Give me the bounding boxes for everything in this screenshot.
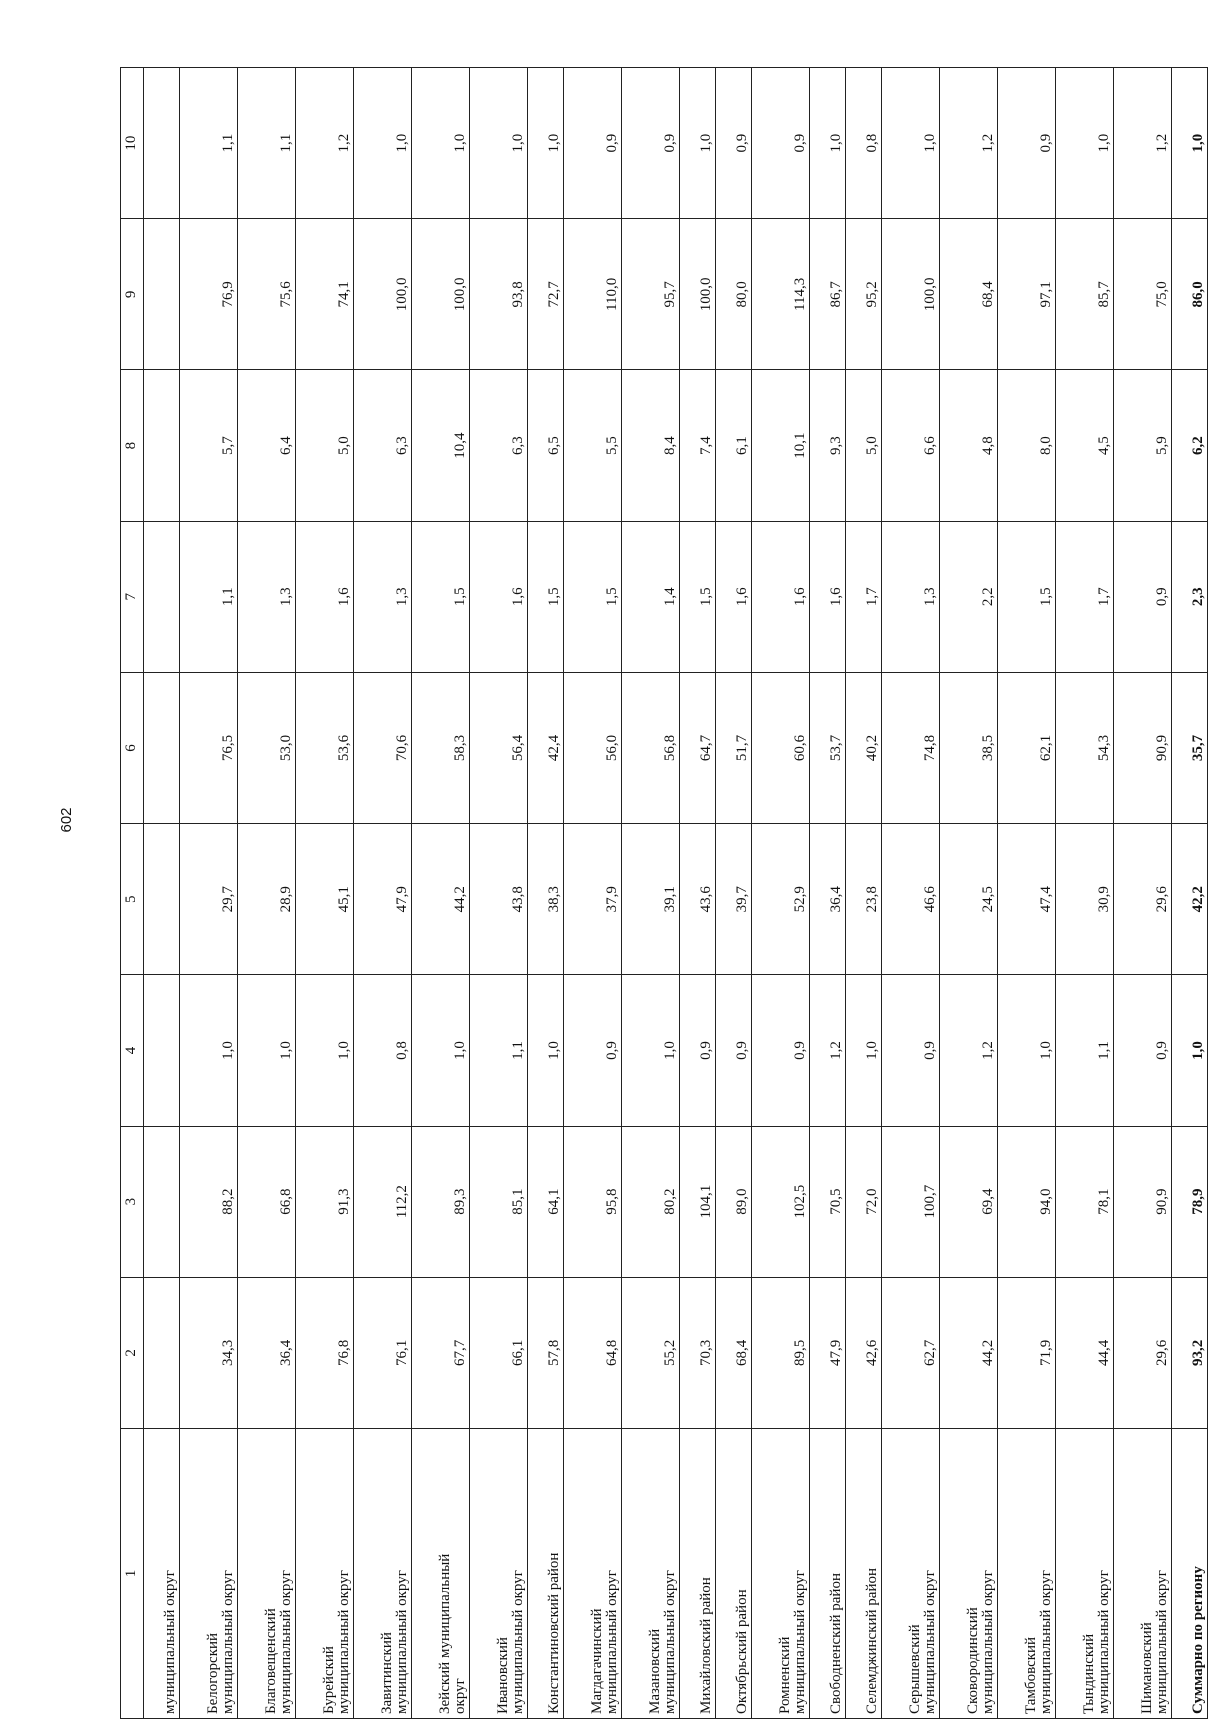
row-name-line: муниципальный округ <box>336 1570 353 1714</box>
row-name-line: муниципальный округ <box>1154 1570 1171 1714</box>
value-cell-col-3: 66,8 <box>238 1126 296 1277</box>
value-cell-col-5: 44,2 <box>412 824 470 975</box>
row-name-cell <box>528 1429 564 1719</box>
table-row <box>998 68 1056 1719</box>
value-cell-col-6: 53,6 <box>296 672 354 823</box>
value-cell-col-2: 70,3 <box>680 1277 716 1428</box>
value-cell-col-9: 75,0 <box>1114 219 1172 370</box>
value-cell-col-9: 95,2 <box>846 219 882 370</box>
row-name-cell <box>354 1429 412 1719</box>
row-name-line: муниципальный округ <box>922 1570 939 1714</box>
value-cell-col-4: 1,0 <box>998 975 1056 1126</box>
value-cell-col-2: 64,8 <box>564 1277 622 1428</box>
value-cell-col-3: 69,4 <box>940 1126 998 1277</box>
value-cell-col-10: 1,0 <box>1172 68 1208 219</box>
row-name-cell <box>470 1429 528 1719</box>
value-cell-col-7: 0,9 <box>1114 521 1172 672</box>
value-cell-col-3: 100,7 <box>882 1126 940 1277</box>
row-name-line: Бурейский <box>320 1646 337 1714</box>
column-header-4: 4 <box>121 975 144 1126</box>
value-cell-col-2: 68,4 <box>716 1277 752 1428</box>
value-cell-col-8: 8,0 <box>998 370 1056 521</box>
row-name-line: округ <box>452 1678 469 1714</box>
value-cell-col-2: 76,1 <box>354 1277 412 1428</box>
row-name-line: муниципальный округ <box>278 1570 295 1714</box>
value-cell-col-3: 78,1 <box>1056 1126 1114 1277</box>
value-cell-col-4: 1,0 <box>528 975 564 1126</box>
table-body <box>144 68 1208 1719</box>
row-name-line: Селемджинский район <box>864 1568 881 1714</box>
value-cell-col-6: 40,2 <box>846 672 882 823</box>
value-cell-col-6: 64,7 <box>680 672 716 823</box>
value-cell-col-8: 4,5 <box>1056 370 1114 521</box>
value-cell-col-5: 47,4 <box>998 824 1056 975</box>
value-cell-col-4: 1,1 <box>1056 975 1114 1126</box>
value-cell-col-7: 1,6 <box>296 521 354 672</box>
value-cell-col-2: 93,2 <box>1172 1277 1208 1428</box>
value-cell-col-10: 1,2 <box>1114 68 1172 219</box>
row-name-line: муниципальный округ <box>604 1570 621 1714</box>
table-row <box>716 68 752 1719</box>
row-name-line: Ромненский <box>776 1636 793 1714</box>
value-cell-col-3: 112,2 <box>354 1126 412 1277</box>
value-cell-col-2: 44,2 <box>940 1277 998 1428</box>
value-cell-col-7: 1,6 <box>810 521 846 672</box>
value-cell-col-2: 29,6 <box>1114 1277 1172 1428</box>
value-cell-col-7: 1,7 <box>846 521 882 672</box>
value-cell-col-4: 1,2 <box>940 975 998 1126</box>
value-cell-col-10 <box>144 68 180 219</box>
value-cell-col-3: 72,0 <box>846 1126 882 1277</box>
value-cell-col-9: 75,6 <box>238 219 296 370</box>
value-cell-col-6: 70,6 <box>354 672 412 823</box>
header-row <box>121 68 144 1719</box>
value-cell-col-7: 1,5 <box>564 521 622 672</box>
row-name-line: Октябрьский район <box>734 1589 751 1714</box>
value-cell-col-2: 66,1 <box>470 1277 528 1428</box>
value-cell-col-9: 93,8 <box>470 219 528 370</box>
row-name-line: муниципальный округ <box>792 1570 809 1714</box>
value-cell-col-5: 24,5 <box>940 824 998 975</box>
value-cell-col-7: 1,5 <box>528 521 564 672</box>
value-cell-col-10: 0,9 <box>716 68 752 219</box>
value-cell-col-8: 6,3 <box>470 370 528 521</box>
value-cell-col-6: 54,3 <box>1056 672 1114 823</box>
value-cell-col-4 <box>144 975 180 1126</box>
value-cell-col-2: 57,8 <box>528 1277 564 1428</box>
value-cell-col-9: 68,4 <box>940 219 998 370</box>
row-name-line: Ивановский <box>494 1637 511 1714</box>
row-name-cell <box>296 1429 354 1719</box>
value-cell-col-3: 80,2 <box>622 1126 680 1277</box>
value-cell-col-10: 1,1 <box>238 68 296 219</box>
value-cell-col-5: 38,3 <box>528 824 564 975</box>
value-cell-col-2: 36,4 <box>238 1277 296 1428</box>
value-cell-col-9: 114,3 <box>752 219 810 370</box>
value-cell-col-3: 78,9 <box>1172 1126 1208 1277</box>
column-header-2: 2 <box>121 1277 144 1428</box>
value-cell-col-9: 100,0 <box>882 219 940 370</box>
value-cell-col-6: 90,9 <box>1114 672 1172 823</box>
value-cell-col-3: 104,1 <box>680 1126 716 1277</box>
value-cell-col-3: 70,5 <box>810 1126 846 1277</box>
value-cell-col-9 <box>144 219 180 370</box>
value-cell-col-5: 39,1 <box>622 824 680 975</box>
value-cell-col-8: 7,4 <box>680 370 716 521</box>
value-cell-col-5: 52,9 <box>752 824 810 975</box>
value-cell-col-2: 55,2 <box>622 1277 680 1428</box>
value-cell-col-3: 89,3 <box>412 1126 470 1277</box>
value-cell-col-8: 6,2 <box>1172 370 1208 521</box>
value-cell-col-8: 6,5 <box>528 370 564 521</box>
value-cell-col-9: 100,0 <box>354 219 412 370</box>
table-row <box>144 68 180 1719</box>
value-cell-col-9: 76,9 <box>180 219 238 370</box>
row-name-cell <box>940 1429 998 1719</box>
row-name-line: муниципальный округ <box>662 1570 679 1714</box>
rotated-table-container <box>120 67 1207 1719</box>
value-cell-col-6: 51,7 <box>716 672 752 823</box>
value-cell-col-10: 0,9 <box>998 68 1056 219</box>
value-cell-col-8: 6,6 <box>882 370 940 521</box>
value-cell-col-6: 62,1 <box>998 672 1056 823</box>
value-cell-col-10: 1,0 <box>810 68 846 219</box>
value-cell-col-4: 1,0 <box>238 975 296 1126</box>
table-row <box>296 68 354 1719</box>
row-name-line: Тындинский <box>1080 1633 1097 1714</box>
row-name-line: Белогорский <box>204 1632 221 1714</box>
value-cell-col-5: 23,8 <box>846 824 882 975</box>
value-cell-col-8: 9,3 <box>810 370 846 521</box>
value-cell-col-5: 46,6 <box>882 824 940 975</box>
table-row <box>940 68 998 1719</box>
value-cell-col-7: 1,6 <box>470 521 528 672</box>
value-cell-col-9: 80,0 <box>716 219 752 370</box>
row-name-cell <box>1172 1429 1208 1719</box>
row-name-line: Тамбовский <box>1022 1636 1039 1714</box>
value-cell-col-2: 42,6 <box>846 1277 882 1428</box>
table-row <box>1056 68 1114 1719</box>
value-cell-col-6: 53,0 <box>238 672 296 823</box>
value-cell-col-5: 43,6 <box>680 824 716 975</box>
value-cell-col-4: 0,9 <box>882 975 940 1126</box>
value-cell-col-9: 85,7 <box>1056 219 1114 370</box>
value-cell-col-7: 1,1 <box>180 521 238 672</box>
value-cell-col-4: 1,0 <box>846 975 882 1126</box>
table-row <box>622 68 680 1719</box>
value-cell-col-5: 39,7 <box>716 824 752 975</box>
value-cell-col-10: 1,0 <box>1056 68 1114 219</box>
table-row <box>846 68 882 1719</box>
data-table <box>120 67 1208 1719</box>
row-name-cell <box>998 1429 1056 1719</box>
value-cell-col-10: 1,0 <box>882 68 940 219</box>
value-cell-col-9: 95,7 <box>622 219 680 370</box>
value-cell-col-4: 1,0 <box>296 975 354 1126</box>
value-cell-col-7: 1,6 <box>716 521 752 672</box>
value-cell-col-8: 5,5 <box>564 370 622 521</box>
value-cell-col-4: 1,0 <box>1172 975 1208 1126</box>
value-cell-col-3: 91,3 <box>296 1126 354 1277</box>
value-cell-col-5: 42,2 <box>1172 824 1208 975</box>
value-cell-col-9: 72,7 <box>528 219 564 370</box>
row-name-line: Завитинский <box>378 1632 395 1714</box>
value-cell-col-4: 1,0 <box>412 975 470 1126</box>
value-cell-col-6: 35,7 <box>1172 672 1208 823</box>
value-cell-col-7: 1,5 <box>412 521 470 672</box>
value-cell-col-9: 97,1 <box>998 219 1056 370</box>
value-cell-col-5: 37,9 <box>564 824 622 975</box>
value-cell-col-10: 0,9 <box>564 68 622 219</box>
value-cell-col-6: 60,6 <box>752 672 810 823</box>
value-cell-col-6: 74,8 <box>882 672 940 823</box>
value-cell-col-4: 1,0 <box>180 975 238 1126</box>
row-name-line: Константиновский район <box>546 1552 563 1714</box>
row-name-cell <box>810 1429 846 1719</box>
row-name-line: муниципальный округ <box>220 1570 237 1714</box>
row-name-cell <box>622 1429 680 1719</box>
value-cell-col-5: 30,9 <box>1056 824 1114 975</box>
row-name-cell <box>412 1429 470 1719</box>
value-cell-col-8: 6,3 <box>354 370 412 521</box>
value-cell-col-5: 47,9 <box>354 824 412 975</box>
table-row <box>810 68 846 1719</box>
column-header-6: 6 <box>121 672 144 823</box>
column-header-7: 7 <box>121 521 144 672</box>
value-cell-col-10: 1,0 <box>470 68 528 219</box>
value-cell-col-4: 0,9 <box>1114 975 1172 1126</box>
value-cell-col-8: 6,1 <box>716 370 752 521</box>
column-header-3: 3 <box>121 1126 144 1277</box>
value-cell-col-2: 67,7 <box>412 1277 470 1428</box>
value-cell-col-6: 56,0 <box>564 672 622 823</box>
value-cell-col-4: 1,0 <box>622 975 680 1126</box>
value-cell-col-6: 56,8 <box>622 672 680 823</box>
row-name-line: муниципальный округ <box>1096 1570 1113 1714</box>
row-name-cell <box>144 1429 180 1719</box>
row-name-line: Свободненский район <box>828 1573 845 1714</box>
value-cell-col-9: 74,1 <box>296 219 354 370</box>
row-name-line: Шимановский <box>1138 1622 1155 1714</box>
value-cell-col-10: 1,0 <box>412 68 470 219</box>
value-cell-col-10: 0,8 <box>846 68 882 219</box>
row-name-line: Михайловский район <box>698 1577 715 1714</box>
total-row <box>1172 68 1208 1719</box>
value-cell-col-7: 2,3 <box>1172 521 1208 672</box>
value-cell-col-2: 76,8 <box>296 1277 354 1428</box>
value-cell-col-8: 5,7 <box>180 370 238 521</box>
value-cell-col-7 <box>144 521 180 672</box>
value-cell-col-7: 1,5 <box>998 521 1056 672</box>
value-cell-col-10: 1,0 <box>354 68 412 219</box>
value-cell-col-7: 2,2 <box>940 521 998 672</box>
value-cell-col-5: 43,8 <box>470 824 528 975</box>
value-cell-col-7: 1,3 <box>882 521 940 672</box>
row-name-cell <box>1114 1429 1172 1719</box>
value-cell-col-9: 86,7 <box>810 219 846 370</box>
row-name-cell <box>882 1429 940 1719</box>
table-row <box>564 68 622 1719</box>
value-cell-col-8: 5,9 <box>1114 370 1172 521</box>
table-row <box>470 68 528 1719</box>
value-cell-col-7: 1,3 <box>238 521 296 672</box>
value-cell-col-10: 0,9 <box>622 68 680 219</box>
value-cell-col-6: 53,7 <box>810 672 846 823</box>
value-cell-col-5: 29,6 <box>1114 824 1172 975</box>
row-name-line: Магдагачинский <box>588 1608 605 1714</box>
value-cell-col-2: 44,4 <box>1056 1277 1114 1428</box>
value-cell-col-10: 1,0 <box>528 68 564 219</box>
row-name-line: муниципальный округ <box>394 1570 411 1714</box>
row-name-line: Благовещенский <box>262 1608 279 1714</box>
value-cell-col-3: 85,1 <box>470 1126 528 1277</box>
value-cell-col-6 <box>144 672 180 823</box>
page-number: 602 <box>57 807 75 833</box>
row-name-line: муниципальный округ <box>1038 1570 1055 1714</box>
value-cell-col-8: 4,8 <box>940 370 998 521</box>
table-row <box>1114 68 1172 1719</box>
value-cell-col-7: 1,6 <box>752 521 810 672</box>
value-cell-col-8: 8,4 <box>622 370 680 521</box>
value-cell-col-4: 0,8 <box>354 975 412 1126</box>
row-name-cell <box>680 1429 716 1719</box>
value-cell-col-8: 5,0 <box>296 370 354 521</box>
value-cell-col-2 <box>144 1277 180 1428</box>
value-cell-col-2: 89,5 <box>752 1277 810 1428</box>
column-header-8: 8 <box>121 370 144 521</box>
table-row <box>238 68 296 1719</box>
row-name-cell <box>180 1429 238 1719</box>
row-name-line: муниципальный округ <box>980 1570 997 1714</box>
value-cell-col-8: 10,4 <box>412 370 470 521</box>
column-header-10: 10 <box>121 68 144 219</box>
value-cell-col-5: 29,7 <box>180 824 238 975</box>
value-cell-col-9: 100,0 <box>680 219 716 370</box>
value-cell-col-3: 89,0 <box>716 1126 752 1277</box>
value-cell-col-6: 56,4 <box>470 672 528 823</box>
value-cell-col-4: 0,9 <box>564 975 622 1126</box>
value-cell-col-8: 6,4 <box>238 370 296 521</box>
value-cell-col-9: 86,0 <box>1172 219 1208 370</box>
row-name-cell <box>1056 1429 1114 1719</box>
value-cell-col-4: 0,9 <box>752 975 810 1126</box>
value-cell-col-4: 1,1 <box>470 975 528 1126</box>
table-row <box>680 68 716 1719</box>
table-row <box>752 68 810 1719</box>
row-name-line: Сковородинский <box>964 1607 981 1714</box>
value-cell-col-9: 110,0 <box>564 219 622 370</box>
row-name-line: Зейский муниципальный <box>436 1553 453 1714</box>
value-cell-col-2: 47,9 <box>810 1277 846 1428</box>
row-name-line: Суммарно по региону <box>1190 1566 1207 1714</box>
value-cell-col-3: 94,0 <box>998 1126 1056 1277</box>
value-cell-col-5 <box>144 824 180 975</box>
value-cell-col-6: 76,5 <box>180 672 238 823</box>
value-cell-col-10: 1,2 <box>940 68 998 219</box>
row-name-line: Мазановский <box>646 1628 663 1714</box>
value-cell-col-3: 102,5 <box>752 1126 810 1277</box>
value-cell-col-10: 1,0 <box>680 68 716 219</box>
value-cell-col-4: 0,9 <box>680 975 716 1126</box>
value-cell-col-10: 0,9 <box>752 68 810 219</box>
table-row <box>412 68 470 1719</box>
value-cell-col-8: 10,1 <box>752 370 810 521</box>
value-cell-col-7: 1,3 <box>354 521 412 672</box>
value-cell-col-2: 71,9 <box>998 1277 1056 1428</box>
row-name-line: Серышевский <box>906 1624 923 1714</box>
value-cell-col-3: 90,9 <box>1114 1126 1172 1277</box>
value-cell-col-9: 100,0 <box>412 219 470 370</box>
value-cell-col-3: 88,2 <box>180 1126 238 1277</box>
value-cell-col-7: 1,7 <box>1056 521 1114 672</box>
value-cell-col-2: 62,7 <box>882 1277 940 1428</box>
row-name-cell <box>846 1429 882 1719</box>
row-name-cell <box>752 1429 810 1719</box>
value-cell-col-6: 38,5 <box>940 672 998 823</box>
table-row <box>528 68 564 1719</box>
column-header-5: 5 <box>121 824 144 975</box>
value-cell-col-10: 1,1 <box>180 68 238 219</box>
value-cell-col-5: 36,4 <box>810 824 846 975</box>
value-cell-col-3: 95,8 <box>564 1126 622 1277</box>
table-row <box>180 68 238 1719</box>
value-cell-col-4: 0,9 <box>716 975 752 1126</box>
value-cell-col-6: 58,3 <box>412 672 470 823</box>
value-cell-col-3: 64,1 <box>528 1126 564 1277</box>
row-name-cell <box>564 1429 622 1719</box>
column-header-9: 9 <box>121 219 144 370</box>
table-row <box>882 68 940 1719</box>
row-name-line: муниципальный округ <box>510 1570 527 1714</box>
value-cell-col-10: 1,2 <box>296 68 354 219</box>
column-header-1: 1 <box>121 1429 144 1719</box>
value-cell-col-6: 42,4 <box>528 672 564 823</box>
value-cell-col-2: 34,3 <box>180 1277 238 1428</box>
table-row <box>354 68 412 1719</box>
value-cell-col-7: 1,4 <box>622 521 680 672</box>
value-cell-col-8 <box>144 370 180 521</box>
row-name-cell <box>238 1429 296 1719</box>
value-cell-col-5: 28,9 <box>238 824 296 975</box>
row-name-line: муниципальный округ <box>162 1570 179 1714</box>
value-cell-col-3 <box>144 1126 180 1277</box>
value-cell-col-7: 1,5 <box>680 521 716 672</box>
value-cell-col-5: 45,1 <box>296 824 354 975</box>
value-cell-col-8: 5,0 <box>846 370 882 521</box>
value-cell-col-4: 1,2 <box>810 975 846 1126</box>
row-name-cell <box>716 1429 752 1719</box>
